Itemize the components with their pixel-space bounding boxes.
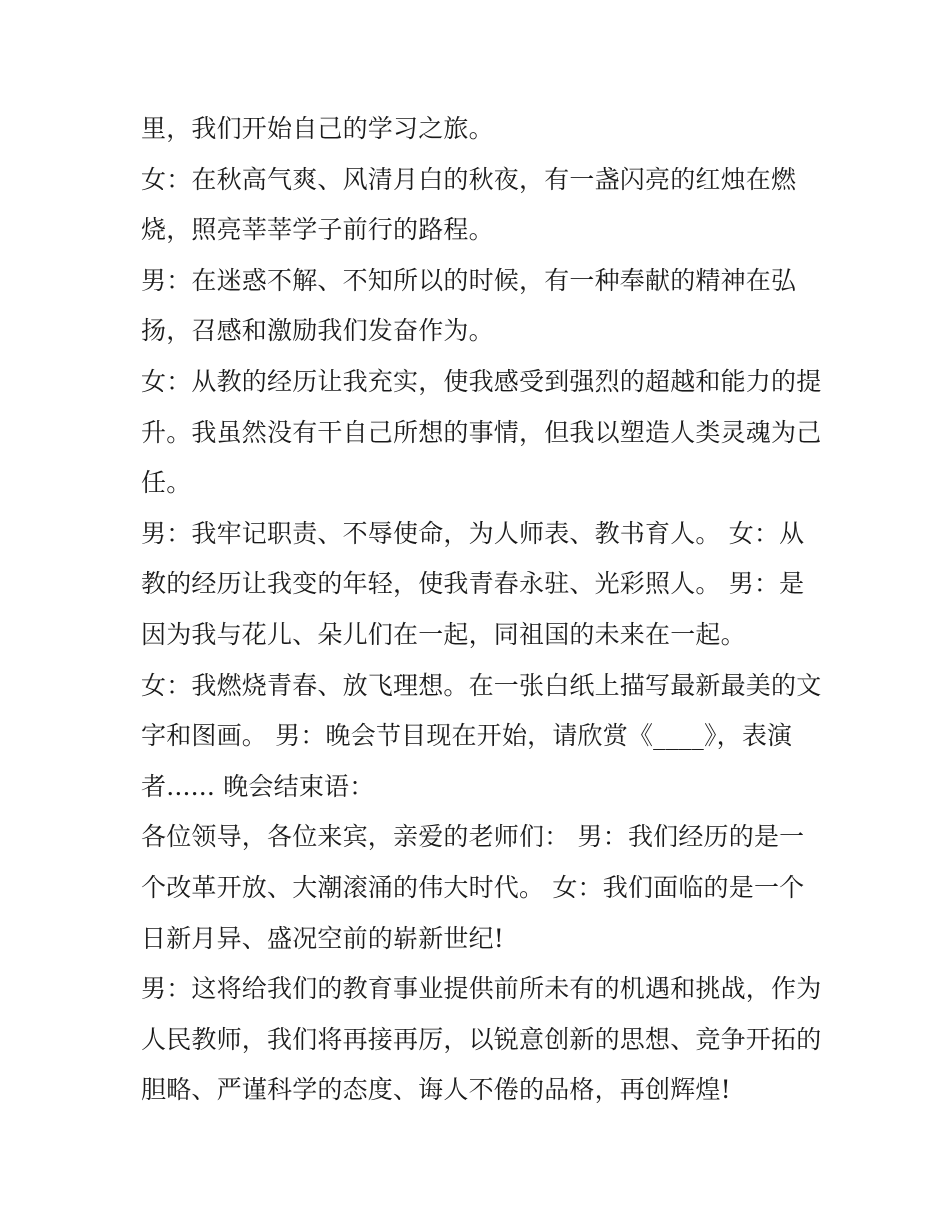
text-line: 里，我们开始自己的学习之旅。 bbox=[141, 114, 494, 143]
text-line: 女：从教的经历让我充实，使我感受到强烈的超越和能力的提 bbox=[141, 366, 822, 396]
text-line: 个改革开放、大潮滚涌的伟大时代。 女：我们面临的是一个 bbox=[141, 872, 805, 902]
text-line: 男：在迷惑不解、不知所以的时候，有一种奉献的精神在弘 bbox=[141, 265, 797, 295]
text-line: 教的经历让我变的年轻，使我青春永驻、光彩照人。 男：是 bbox=[141, 569, 805, 599]
text-line: 字和图画。 男：晚会节目现在开始，请欣赏《____》，表演 bbox=[141, 721, 793, 751]
text-line: 男：我牢记职责、不辱使命，为人师表、教书育人。 女：从 bbox=[141, 518, 805, 548]
text-line: 者...... 晚会结束语： bbox=[141, 771, 375, 801]
text-line: 女：在秋高气爽、风清月白的秋夜，有一盏闪亮的红烛在燃 bbox=[141, 164, 797, 194]
text-line: 人民教师，我们将再接再厉，以锐意创新的思想、竞争开拓的 bbox=[141, 1024, 822, 1054]
text-line: 升。我虽然没有干自己所想的事情，但我以塑造人类灵魂为己 bbox=[141, 417, 822, 447]
text-line: 日新月异、盛况空前的崭新世纪! bbox=[141, 923, 505, 953]
text-line: 任。 bbox=[141, 468, 192, 498]
text-line: 女：我燃烧青春、放飞理想。在一张白纸上描写最新最美的文 bbox=[141, 670, 822, 700]
text-line: 扬，召感和激励我们发奋作为。 bbox=[141, 316, 494, 346]
text-line: 各位领导，各位来宾，亲爱的老师们： 男：我们经历的是一 bbox=[141, 822, 805, 852]
text-line: 烧，照亮莘莘学子前行的路程。 bbox=[141, 215, 494, 245]
text-line: 男：这将给我们的教育事业提供前所未有的机遇和挑战，作为 bbox=[141, 974, 822, 1004]
document-body bbox=[141, 104, 821, 1116]
text-line: 胆略、严谨科学的态度、诲人不倦的品格，再创辉煌! bbox=[141, 1075, 731, 1105]
text-line: 因为我与花儿、朵儿们在一起，同祖国的未来在一起。 bbox=[141, 619, 746, 649]
